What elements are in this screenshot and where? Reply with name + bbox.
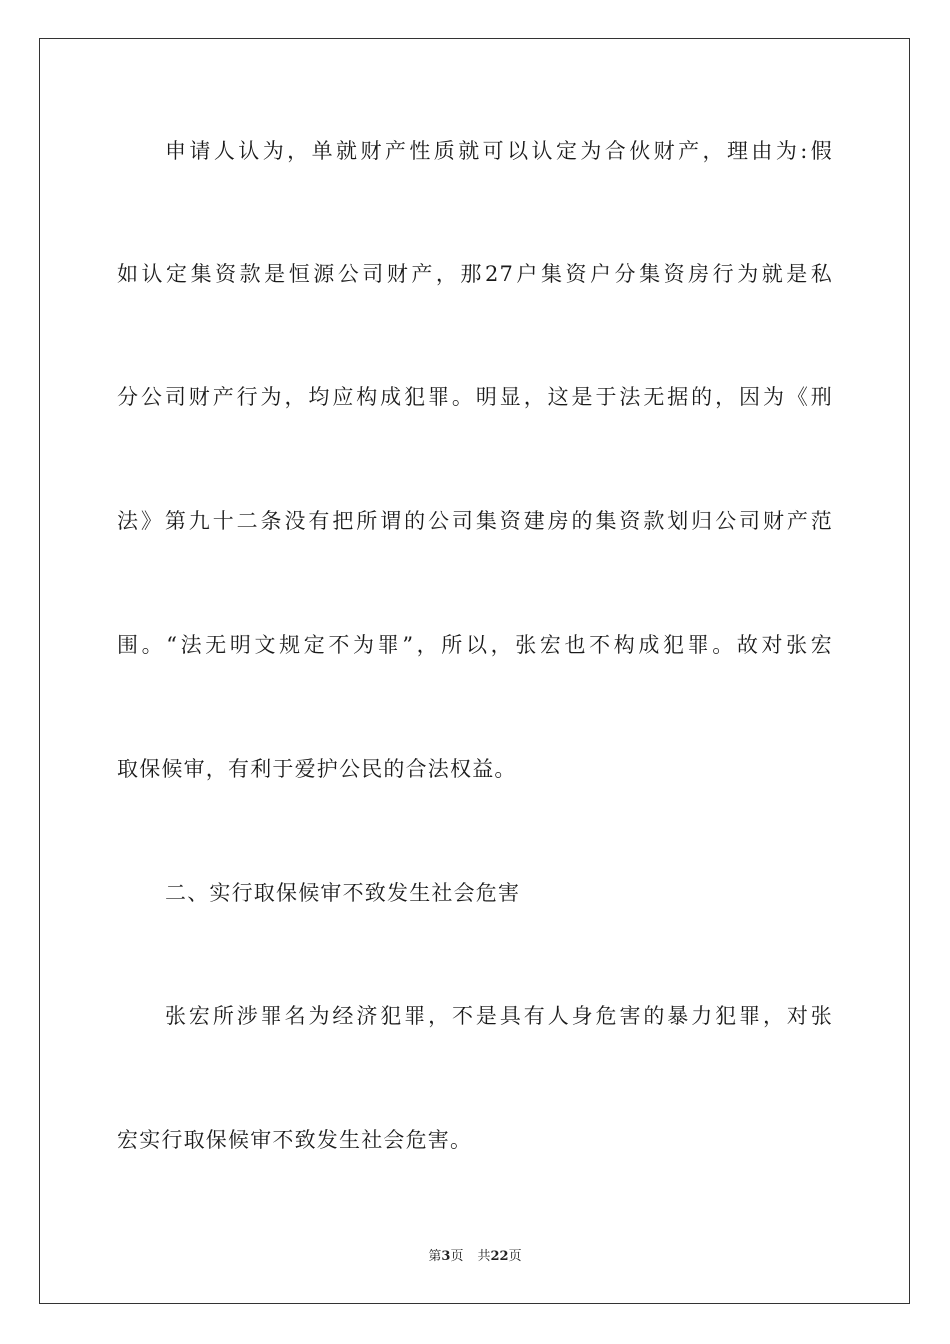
page-footer	[0, 1248, 950, 1266]
body-text-line-6: 取保候审，有利于爱护公民的合法权益。	[117, 757, 517, 781]
footer-page-number: 3	[441, 1249, 451, 1264]
body-text-line-1: 申请人认为，单就财产性质就可以认定为合伙财产，理由为:假	[165, 139, 833, 163]
body-text-line-3: 分公司财产行为，均应构成犯罪。明显，这是于法无据的，因为《刑	[117, 385, 833, 409]
footer-page-prefix: 第	[428, 1249, 442, 1264]
page-border	[39, 38, 910, 1304]
footer-total-pages: 22	[490, 1249, 509, 1264]
body-text-line-2: 如认定集资款是恒源公司财产，那27户集资户分集资房行为就是私	[117, 262, 833, 286]
footer-page-suffix: 页	[450, 1249, 464, 1264]
footer-total-prefix: 共	[477, 1249, 491, 1264]
body-text-line-4: 法》第九十二条没有把所谓的公司集资建房的集资款划归公司财产范	[117, 509, 833, 533]
body-text-line-9: 宏实行取保候审不致发生社会危害。	[117, 1128, 473, 1152]
footer-total-suffix: 页	[508, 1249, 522, 1264]
section-heading: 二、实行取保候审不致发生社会危害	[165, 881, 521, 905]
body-text-line-5: 围。“法无明文规定不为罪”，所以，张宏也不构成犯罪。故对张宏	[117, 633, 833, 657]
body-text-line-8: 张宏所涉罪名为经济犯罪，不是具有人身危害的暴力犯罪，对张	[165, 1004, 833, 1028]
